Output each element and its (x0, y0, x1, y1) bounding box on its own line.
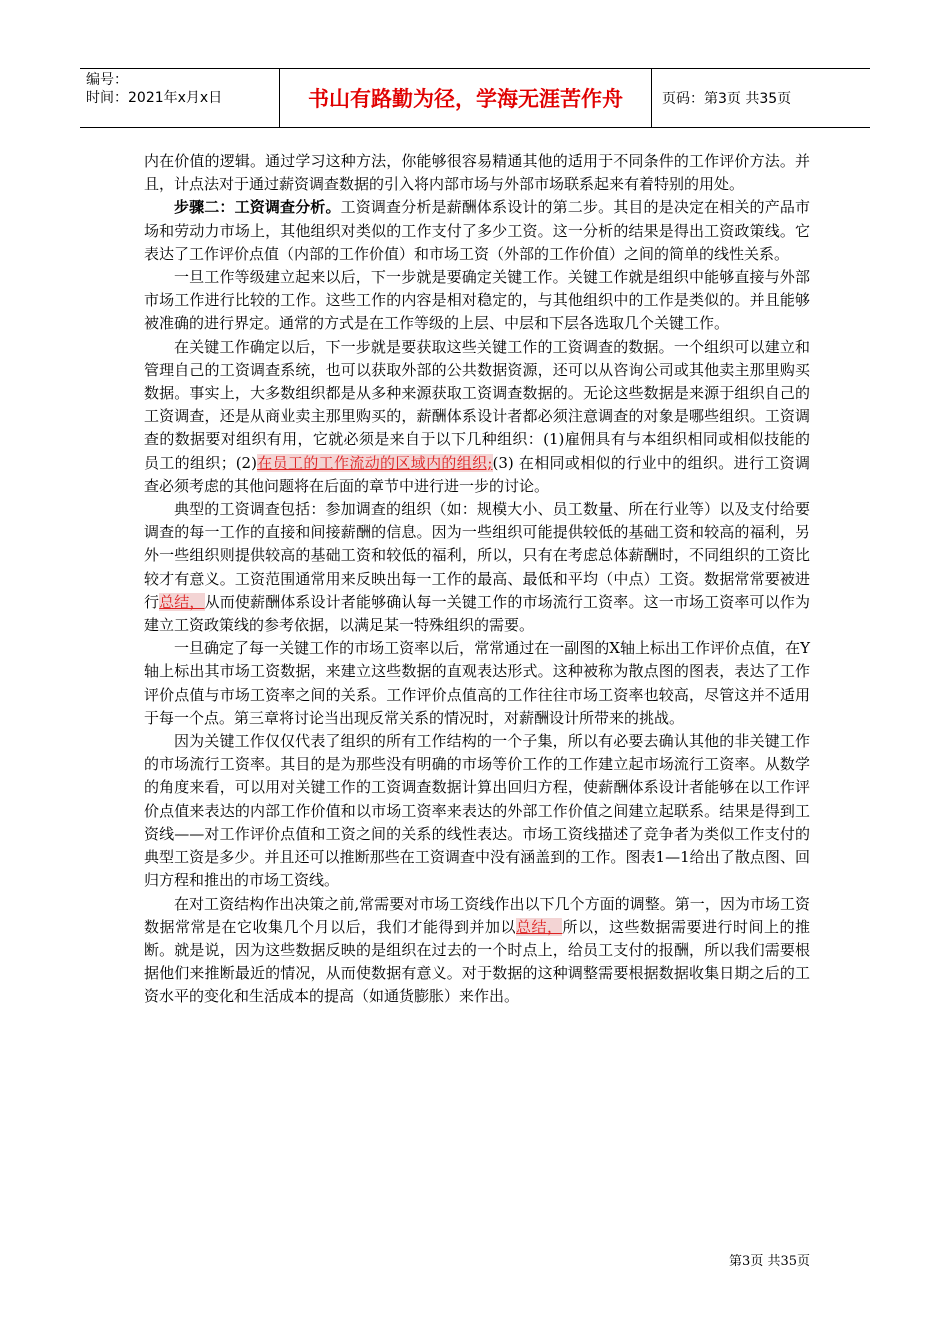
highlighted-text: 在员工的工作流动的区域内的组织; (256, 453, 493, 472)
paragraph (144, 893, 810, 1009)
paragraph-text: 在对工资结构作出决策之前,常需要对市场工资线作出以下几个方面的调整。第一，因为市场工资数据常常是在它收集几个月以后，我们才能得到并加以 (144, 894, 810, 936)
document-body (144, 150, 810, 1009)
paragraph: 因为关键工作仅仅代表了组织的所有工作结构的一个子集，所以有必要去确认其他的非关键工作的市场流行工资率。其目的是为那些没有明确的市场等价工作的工作建立起市场流行工资率。从数学的角度来看，可以用对关键工作的工资调查数据计算出回归方程，使薪酬体系设计者能够在以工作评价点值来表达的内部工作价值和以市场工资率来表达的外部工作价值之间建立起联系。结果是得到工资线——对工作评价点值和工资之间的关系的线性表达。市场工资线描述了竞争者为类似工作支付的典型工资是多少。并且还可以推断那些在工资调查中没有涵盖到的工作。图表1—1给出了散点图、回归方程和推出的市场工资线。 (144, 732, 810, 890)
page-header (80, 68, 870, 128)
paragraph-text: 在关键工作确定以后，下一步就是要获取这些关键工作的工资调查的数据。一个组织可以建立和管理自己的工资调查系统，也可以获取外部的公共数据资源，还可以从咨询公司或其他卖主那里购买数据。事实上，大多数组织都是从多种来源获取工资调查数据的。无论这些数据是来源于组织自己的工资调查，还是从商业卖主那里购买的，薪酬体系设计者都必须注意调查的对象是哪些组织。工资调查的数据要对组织有用，它就必须是来自于以下几种组织：(1)雇佣具有与本组织相同或相似技能的员工的组织；(2) (144, 337, 810, 472)
paragraph (144, 498, 810, 637)
paragraph-text: 从而使薪酬体系设计者能够确认每一关键工作的市场流行工资率。这一市场工资率可以作为建立工资政策线的参考依据，以满足某一特殊组织的需要。 (144, 592, 810, 635)
paragraph-text: 工资调查分析是薪酬体系设计的第二步。其目的是决定在相关的产品市场和劳动力市场上，其他组织对类似的工作支付了多少工资。这一分析的结果是得出工资政策线。它表达了工作评价点值（内部的工作价值）和市场工资（外部的工作价值）之间的简单的线性关系。 (144, 198, 810, 263)
highlighted-text: 总结， (159, 592, 205, 611)
paragraph-text: 所以，这些数据需要进行时间上的推断。就是说，因为这些数据反映的是组织在过去的一个时点上，给员工支付的报酬，所以我们需要根据他们来推断最近的情况，从而使数据有意义。对于数据的这种调整需要根据数据收集日期之后的工资水平的变化和生活成本的提高（如通货膨胀）来作出。 (144, 917, 810, 1006)
paragraph-text: (3) 在相同或相似的行业中的组织。进行工资调查必须考虑的其他问题将在后面的章节中进行进一步的讨论。 (144, 453, 811, 495)
paragraph: 一旦工作等级建立起来以后，下一步就是要确定关键工作。关键工作就是组织中能够直接与外部市场工作进行比较的工作。这些工作的内容是相对稳定的，与其他组织中的工作是类似的。并且能够被准确的进行界定。通常的方式是在工作等级的上层、中层和下层各选取几个关键工作。 (144, 268, 810, 333)
step-heading: 步骤二：工资调查分析。 (174, 198, 341, 217)
header-page-info: 页码：第3页 共35页 (662, 91, 792, 107)
header-meta (80, 69, 280, 127)
document-number-label: 编号： (86, 72, 128, 88)
document-date-label: 时间：2021年x月x日 (86, 90, 223, 106)
paragraph: 内在价值的逻辑。通过学习这种方法，你能够很容易精通其他的适用于不同条件的工作评价方法。并且，计点法对于通过薪资调查数据的引入将内部市场与外部市场联系起来有着特别的用处。 (144, 152, 810, 194)
paragraph-text: 典型的工资调查包括：参加调查的组织（如：规模大小、员工数量、所在行业等）以及支付给要调查的每一工作的直接和间接薪酬的信息。因为一些组织可能提供较低的基础工资和较高的福利，另外一些组织则提供较高的基础工资和较低的福利，所以，只有在考虑总体薪酬时，不同组织的工资比较才有意义。工资范围通常用来反映出每一工作的最高、最低和平均（中点）工资。数据常常要被进行 (144, 500, 810, 611)
paragraph (144, 196, 810, 266)
highlighted-text: 总结， (515, 917, 563, 936)
paragraph (144, 336, 810, 498)
header-motto: 书山有路勤为径，学海无涯苦作舟 (280, 69, 652, 127)
paragraph: 一旦确定了每一关键工作的市场工资率以后，常常通过在一副图的X轴上标出工作评价点值，在Y轴上标出其市场工资数据，来建立这些数据的直观表达形式。这种被称为散点图的图表，表达了工作评价点值与市场工资率之间的关系。工作评价点值高的工作往往市场工资率也较高，尽管这并不适用于每一个点。第三章将讨论当出现反常关系的情况时，对薪酬设计所带来的挑战。 (144, 639, 810, 727)
page-footer: 第3页 共35页 (729, 1254, 810, 1269)
